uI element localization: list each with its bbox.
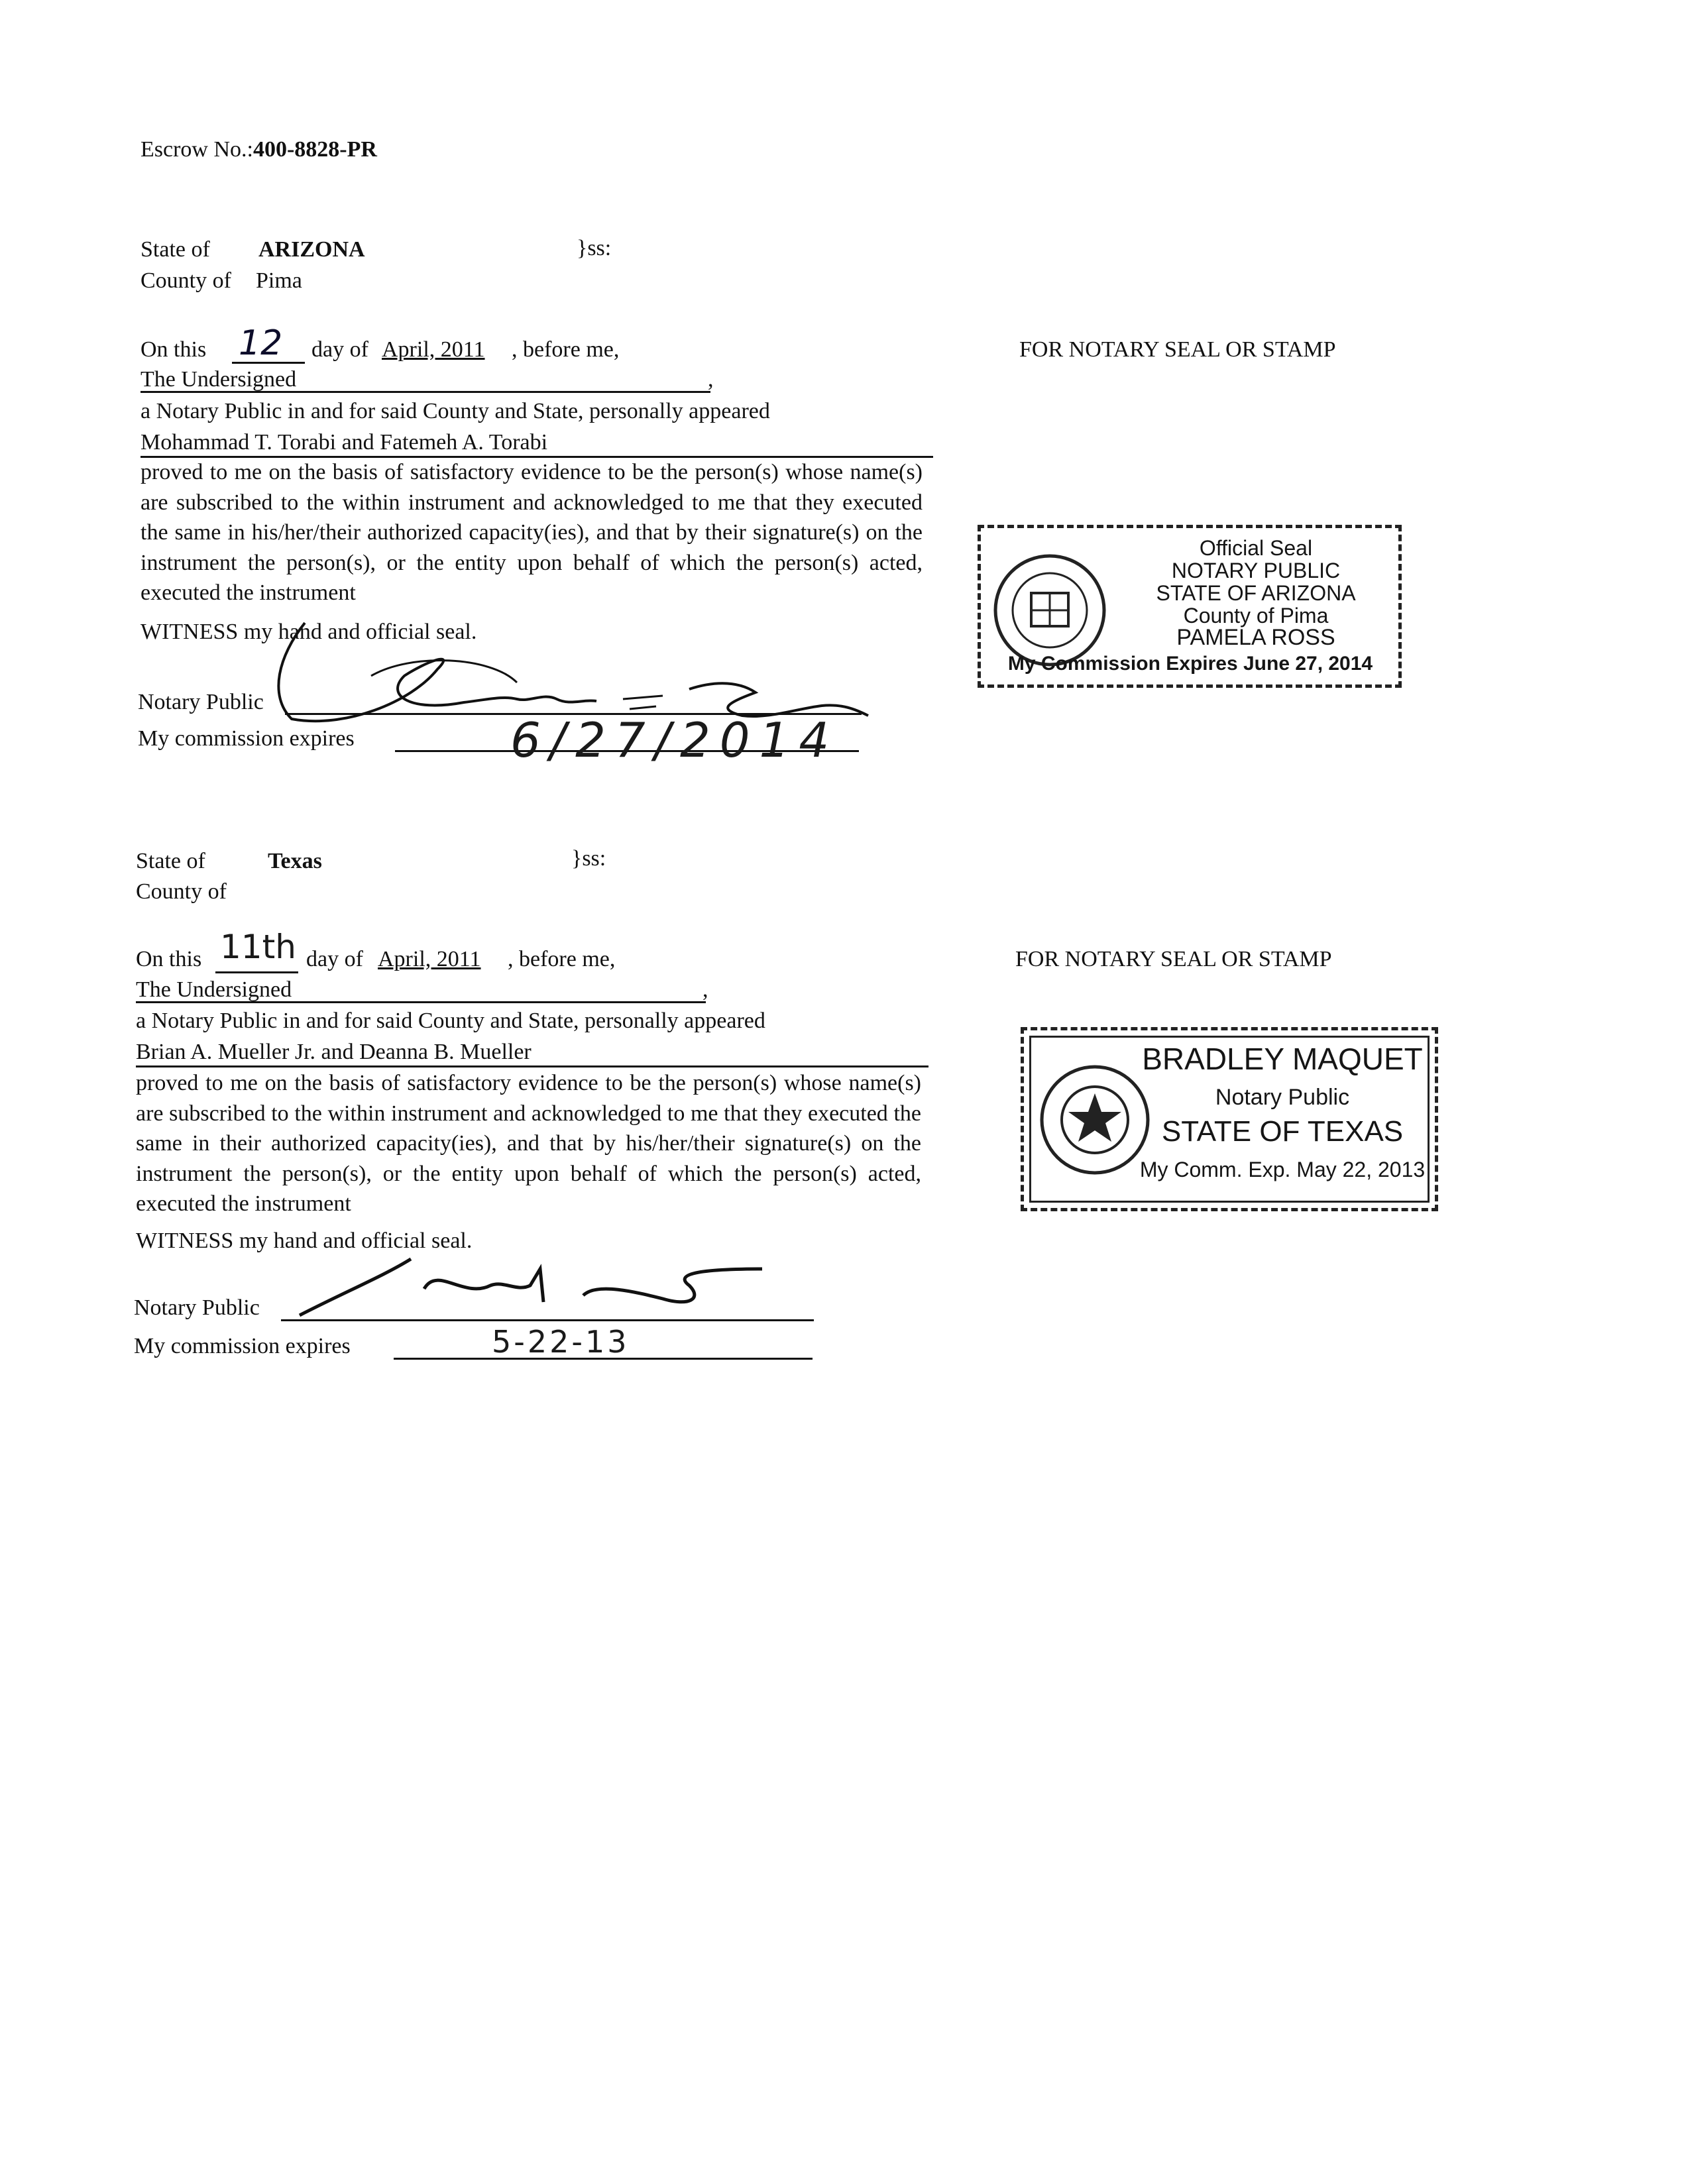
notary-public-label-2: Notary Public bbox=[134, 1295, 260, 1320]
stamp-state: STATE OF TEXAS bbox=[1161, 1115, 1404, 1148]
stamp-line6: My Commission Expires June 27, 2014 bbox=[1007, 653, 1373, 675]
persons-1: Mohammad T. Torabi and Fatemeh A. Torabi bbox=[140, 430, 548, 455]
notary-line-1: a Notary Public in and for said County and State, personally appeared bbox=[140, 399, 770, 423]
undersigned-1: The Undersigned bbox=[140, 367, 297, 392]
seal-heading-1: FOR NOTARY SEAL OR STAMP bbox=[1019, 337, 1336, 362]
day-handwritten-1: 12 bbox=[239, 323, 283, 363]
stamp-line1: Official Seal bbox=[1199, 536, 1313, 560]
on-this-2: On this bbox=[136, 947, 202, 971]
stamp-line3: STATE OF ARIZONA bbox=[1156, 581, 1356, 605]
stamp-line4: County of Pima bbox=[1183, 604, 1329, 628]
ss-mark-1: }ss: bbox=[577, 236, 612, 260]
date-1: April, 2011 bbox=[382, 337, 485, 362]
stamp-exp: My Comm. Exp. May 22, 2013 bbox=[1139, 1158, 1426, 1181]
seal-heading-2: FOR NOTARY SEAL OR STAMP bbox=[1015, 947, 1332, 971]
witness-2: WITNESS my hand and official seal. bbox=[136, 1228, 473, 1253]
stamp-title: Notary Public bbox=[1215, 1085, 1350, 1110]
undersigned-2: The Undersigned bbox=[136, 977, 292, 1002]
commission-handwritten-1: 6/27/2014 bbox=[510, 712, 839, 768]
acknowledgment-body-2: proved to me on the basis of satisfactory evidence to be the person(s) whose name(s) are subscribed to the within instrument and acknowledged to me that they executed the same in their authorized capacity(ies), and that by his/her/their signature(s) on the instrument the person(s), or the entity upon behalf of which the person(s) acted, executed the instrument bbox=[136, 1071, 921, 1216]
notary-line-2: a Notary Public in and for said County and State, personally appeared bbox=[136, 1009, 765, 1033]
ss-mark-2: }ss: bbox=[571, 846, 606, 871]
texas-notary-stamp bbox=[1021, 1027, 1438, 1211]
stamp-line2: NOTARY PUBLIC bbox=[1171, 559, 1341, 582]
notary-public-label-1: Notary Public bbox=[138, 690, 264, 714]
day-of-2: day of bbox=[306, 947, 363, 971]
undersigned-comma-1: , bbox=[708, 367, 714, 392]
acknowledgment-body-1: proved to me on the basis of satisfactory evidence to be the person(s) whose name(s) are subscribed to the within instrument and acknowledged to me that they executed the same in his/her/their authorized capacity(ies), and that by their signature(s) on the instrument the person(s), or the entity upon behalf of which the person(s) acted, executed the instrument bbox=[140, 460, 923, 605]
stamp-line5: PAMELA ROSS bbox=[1176, 625, 1335, 650]
before-me-2: , before me, bbox=[508, 947, 616, 971]
county-label-2: County of bbox=[136, 879, 227, 904]
stamp-name: BRADLEY MAQUET bbox=[1142, 1042, 1423, 1076]
commission-label-2: My commission expires bbox=[134, 1334, 351, 1358]
day-handwritten-2: 11th bbox=[220, 928, 296, 966]
date-2: April, 2011 bbox=[378, 947, 481, 971]
state-value-1: ARIZONA bbox=[258, 237, 365, 262]
witness-1: WITNESS my hand and official seal. bbox=[140, 620, 477, 644]
state-value-2: Texas bbox=[268, 849, 322, 873]
persons-2: Brian A. Mueller Jr. and Deanna B. Mueller bbox=[136, 1040, 532, 1064]
undersigned-comma-2: , bbox=[702, 977, 708, 1002]
commission-handwritten-2: 5-22-13 bbox=[492, 1324, 630, 1360]
escrow-label: Escrow No.: bbox=[140, 137, 253, 162]
county-label-1: County of bbox=[140, 268, 231, 293]
before-me-1: , before me, bbox=[512, 337, 620, 362]
county-value-1: Pima bbox=[256, 268, 302, 293]
escrow-number: 400-8828-PR bbox=[253, 137, 377, 162]
day-of-1: day of bbox=[311, 337, 368, 362]
state-label-2: State of bbox=[136, 849, 205, 873]
state-label-1: State of bbox=[140, 237, 210, 262]
on-this-1: On this bbox=[140, 337, 207, 362]
commission-label-1: My commission expires bbox=[138, 726, 355, 751]
